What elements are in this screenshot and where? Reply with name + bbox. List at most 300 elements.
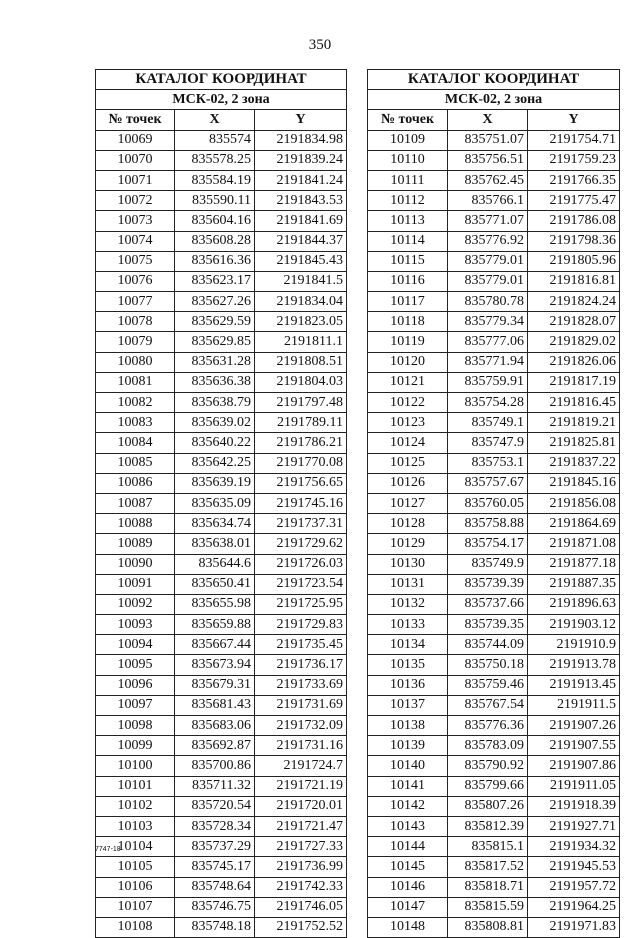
y-coordinate-cell: 2191798.36 [528,231,620,251]
x-coordinate-cell: 835631.28 [175,352,255,372]
y-coordinate-cell: 2191913.45 [528,675,620,695]
y-coordinate-cell: 2191903.12 [528,615,620,635]
x-coordinate-cell: 835638.01 [175,534,255,554]
point-number-cell: 10103 [96,816,175,836]
x-coordinate-cell: 835817.52 [448,857,528,877]
table-row [368,877,620,897]
y-coordinate-cell: 2191745.16 [255,493,347,513]
table-row [368,332,620,352]
table-row [368,695,620,715]
table-row [96,716,347,736]
table-row [368,352,620,372]
point-number-cell: 10145 [368,857,448,877]
table-row [368,271,620,291]
table-row [96,332,347,352]
point-number-cell: 10118 [368,312,448,332]
point-number-cell: 10084 [96,433,175,453]
y-coordinate-cell: 2191797.48 [255,393,347,413]
y-coordinate-cell: 2191770.08 [255,453,347,473]
coordinate-catalog-table-left [95,69,347,938]
y-coordinate-cell: 2191845.43 [255,251,347,271]
x-coordinate-cell: 835634.74 [175,514,255,534]
y-coordinate-cell: 2191907.55 [528,736,620,756]
x-coordinate-cell: 835779.34 [448,312,528,332]
table-row [368,372,620,392]
table-row [96,413,347,433]
table-row [368,655,620,675]
y-coordinate-cell: 2191828.07 [528,312,620,332]
x-coordinate-cell: 835771.07 [448,211,528,231]
point-number-cell: 10074 [96,231,175,251]
x-coordinate-cell: 835807.26 [448,796,528,816]
y-coordinate-cell: 2191736.17 [255,655,347,675]
point-number-cell: 10136 [368,675,448,695]
table-row [96,453,347,473]
page-number: 350 [308,37,332,53]
y-coordinate-cell: 2191742.33 [255,877,347,897]
table-row [96,191,347,211]
point-number-cell: 10120 [368,352,448,372]
table-row [96,393,347,413]
point-number-cell: 10131 [368,574,448,594]
y-coordinate-cell: 2191737.31 [255,514,347,534]
table-row [96,917,347,937]
y-coordinate-cell: 2191733.69 [255,675,347,695]
catalog-body [368,130,620,938]
x-coordinate-cell: 835644.6 [175,554,255,574]
table-row [368,312,620,332]
y-coordinate-cell: 2191845.16 [528,473,620,493]
table-row [368,574,620,594]
table-row [368,453,620,473]
table-row [368,211,620,231]
y-coordinate-cell: 2191731.69 [255,695,347,715]
point-number-cell: 10125 [368,453,448,473]
table-row [96,756,347,776]
table-row [368,130,620,150]
point-number-cell: 10124 [368,433,448,453]
table-row [368,433,620,453]
point-number-cell: 10109 [368,130,448,150]
y-coordinate-cell: 2191723.54 [255,574,347,594]
point-number-cell: 10098 [96,716,175,736]
y-coordinate-cell: 2191727.33 [255,837,347,857]
y-coordinate-cell: 2191726.03 [255,554,347,574]
y-coordinate-cell: 2191841.5 [255,271,347,291]
y-coordinate-cell: 2191816.81 [528,271,620,291]
point-number-cell: 10138 [368,716,448,736]
table-row [96,857,347,877]
point-number-cell: 10081 [96,372,175,392]
y-coordinate-cell: 2191844.37 [255,231,347,251]
table-row [368,736,620,756]
x-coordinate-cell: 835790.92 [448,756,528,776]
y-coordinate-cell: 2191841.24 [255,170,347,190]
point-number-cell: 10101 [96,776,175,796]
x-coordinate-cell: 835766.1 [448,191,528,211]
table-row [368,837,620,857]
x-coordinate-cell: 835673.94 [175,655,255,675]
y-coordinate-cell: 2191964.25 [528,897,620,917]
point-number-cell: 10146 [368,877,448,897]
x-coordinate-cell: 835700.86 [175,756,255,776]
y-coordinate-cell: 2191856.08 [528,493,620,513]
x-coordinate-cell: 835750.18 [448,655,528,675]
point-number-cell: 10128 [368,514,448,534]
table-row [368,635,620,655]
x-coordinate-cell: 835604.16 [175,211,255,231]
table-row [96,433,347,453]
y-coordinate-cell: 2191829.02 [528,332,620,352]
point-number-cell: 10130 [368,554,448,574]
y-coordinate-cell: 2191927.71 [528,816,620,836]
point-number-cell: 10122 [368,393,448,413]
y-coordinate-cell: 2191871.08 [528,534,620,554]
y-coordinate-cell: 2191841.69 [255,211,347,231]
table-row [368,150,620,170]
y-coordinate-cell: 2191766.35 [528,170,620,190]
y-coordinate-cell: 2191934.32 [528,837,620,857]
y-coordinate-cell: 2191907.26 [528,716,620,736]
point-number-cell: 10089 [96,534,175,554]
table-row [96,292,347,312]
x-coordinate-cell: 835748.18 [175,917,255,937]
y-coordinate-cell: 2191754.71 [528,130,620,150]
point-number-cell: 10097 [96,695,175,715]
point-number-cell: 10069 [96,130,175,150]
x-coordinate-cell: 835759.91 [448,372,528,392]
y-coordinate-cell: 2191721.19 [255,776,347,796]
y-coordinate-cell: 2191729.83 [255,615,347,635]
x-coordinate-cell: 835692.87 [175,736,255,756]
point-number-cell: 10111 [368,170,448,190]
point-number-cell: 10141 [368,776,448,796]
point-number-cell: 10134 [368,635,448,655]
y-coordinate-cell: 2191731.16 [255,736,347,756]
y-coordinate-cell: 2191805.96 [528,251,620,271]
point-number-cell: 10102 [96,796,175,816]
point-number-cell: 10143 [368,816,448,836]
x-coordinate-cell: 835756.51 [448,150,528,170]
table-row [368,413,620,433]
y-coordinate-cell: 2191724.7 [255,756,347,776]
x-coordinate-cell: 835679.31 [175,675,255,695]
point-number-cell: 10092 [96,594,175,614]
point-number-cell: 10108 [96,917,175,937]
point-number-cell: 10093 [96,615,175,635]
table-row [368,514,620,534]
point-number-cell: 10086 [96,473,175,493]
y-coordinate-cell: 2191834.98 [255,130,347,150]
table-row [96,534,347,554]
x-coordinate-cell: 835779.01 [448,251,528,271]
x-coordinate-cell: 835776.36 [448,716,528,736]
point-number-cell: 10078 [96,312,175,332]
point-number-cell: 10096 [96,675,175,695]
x-coordinate-cell: 835815.59 [448,897,528,917]
x-coordinate-cell: 835584.19 [175,170,255,190]
x-coordinate-cell: 835590.11 [175,191,255,211]
table-row [368,170,620,190]
y-coordinate-cell: 2191825.81 [528,433,620,453]
table-row [96,675,347,695]
y-coordinate-cell: 2191725.95 [255,594,347,614]
y-coordinate-cell: 2191729.62 [255,534,347,554]
table-row [96,473,347,493]
point-number-cell: 10106 [96,877,175,897]
x-coordinate-cell: 835754.28 [448,393,528,413]
point-number-cell: 10114 [368,231,448,251]
catalog-body [96,130,347,938]
y-coordinate-cell: 2191907.86 [528,756,620,776]
x-coordinate-cell: 835574 [175,130,255,150]
x-coordinate-cell: 835751.07 [448,130,528,150]
x-coordinate-cell: 835639.02 [175,413,255,433]
x-coordinate-cell: 835650.41 [175,574,255,594]
table-row [368,897,620,917]
point-number-cell: 10099 [96,736,175,756]
table-row [96,897,347,917]
point-number-cell: 10110 [368,150,448,170]
x-coordinate-cell: 835681.43 [175,695,255,715]
x-coordinate-cell: 835754.17 [448,534,528,554]
x-coordinate-cell: 835759.46 [448,675,528,695]
point-number-cell: 10072 [96,191,175,211]
point-number-cell: 10119 [368,332,448,352]
point-number-cell: 10142 [368,796,448,816]
x-coordinate-cell: 835629.85 [175,332,255,352]
table-row [368,716,620,736]
column-header-x: X [175,110,255,130]
x-coordinate-cell: 835711.32 [175,776,255,796]
y-coordinate-cell: 2191732.09 [255,716,347,736]
x-coordinate-cell: 835623.17 [175,271,255,291]
y-coordinate-cell: 2191721.47 [255,816,347,836]
y-coordinate-cell: 2191808.51 [255,352,347,372]
table-row [96,372,347,392]
table-row [96,312,347,332]
catalog-subtitle: МСК-02, 2 зона [368,90,620,110]
table-row [96,514,347,534]
table-row [368,857,620,877]
x-coordinate-cell: 835815.1 [448,837,528,857]
table-row [368,231,620,251]
table-row [96,251,347,271]
x-coordinate-cell: 835777.06 [448,332,528,352]
catalog-subtitle: МСК-02, 2 зона [96,90,347,110]
point-number-cell: 10073 [96,211,175,231]
y-coordinate-cell: 2191823.05 [255,312,347,332]
y-coordinate-cell: 2191752.52 [255,917,347,937]
x-coordinate-cell: 835636.38 [175,372,255,392]
y-coordinate-cell: 2191786.21 [255,433,347,453]
table-row [96,493,347,513]
y-coordinate-cell: 2191817.19 [528,372,620,392]
table-row [368,917,620,937]
table-row [368,534,620,554]
column-header-y: Y [255,110,347,130]
point-number-cell: 10117 [368,292,448,312]
point-number-cell: 10116 [368,271,448,291]
point-number-cell: 10121 [368,372,448,392]
column-header-x: X [448,110,528,130]
y-coordinate-cell: 2191877.18 [528,554,620,574]
y-coordinate-cell: 2191910.9 [528,635,620,655]
x-coordinate-cell: 835757.67 [448,473,528,493]
table-row [96,615,347,635]
table-row [96,271,347,291]
table-row [368,615,620,635]
x-coordinate-cell: 835739.35 [448,615,528,635]
table-row [368,594,620,614]
x-coordinate-cell: 835760.05 [448,493,528,513]
point-number-cell: 10137 [368,695,448,715]
x-coordinate-cell: 835638.79 [175,393,255,413]
x-coordinate-cell: 835771.94 [448,352,528,372]
table-row [368,251,620,271]
y-coordinate-cell: 2191819.21 [528,413,620,433]
x-coordinate-cell: 835753.1 [448,453,528,473]
y-coordinate-cell: 2191918.39 [528,796,620,816]
point-number-cell: 10126 [368,473,448,493]
y-coordinate-cell: 2191834.04 [255,292,347,312]
point-number-cell: 10094 [96,635,175,655]
x-coordinate-cell: 835749.9 [448,554,528,574]
coordinate-catalog-table-right [367,69,620,938]
x-coordinate-cell: 835745.17 [175,857,255,877]
x-coordinate-cell: 835737.29 [175,837,255,857]
table-row [96,574,347,594]
column-header-y: Y [528,110,620,130]
x-coordinate-cell: 835683.06 [175,716,255,736]
y-coordinate-cell: 2191887.35 [528,574,620,594]
x-coordinate-cell: 835642.25 [175,453,255,473]
table-row [96,816,347,836]
table-row [96,554,347,574]
point-number-cell: 10140 [368,756,448,776]
x-coordinate-cell: 835635.09 [175,493,255,513]
point-number-cell: 10071 [96,170,175,190]
y-coordinate-cell: 2191826.06 [528,352,620,372]
point-number-cell: 10087 [96,493,175,513]
point-number-cell: 10147 [368,897,448,917]
point-number-cell: 10107 [96,897,175,917]
x-coordinate-cell: 835783.09 [448,736,528,756]
x-coordinate-cell: 835767.54 [448,695,528,715]
table-row [96,877,347,897]
point-number-cell: 10076 [96,271,175,291]
point-number-cell: 10070 [96,150,175,170]
x-coordinate-cell: 835818.71 [448,877,528,897]
y-coordinate-cell: 2191843.53 [255,191,347,211]
point-number-cell: 10144 [368,837,448,857]
y-coordinate-cell: 2191804.03 [255,372,347,392]
table-row [96,170,347,190]
x-coordinate-cell: 835744.09 [448,635,528,655]
x-coordinate-cell: 835746.75 [175,897,255,917]
point-number-cell: 10148 [368,917,448,937]
table-row [368,473,620,493]
point-number-cell: 10079 [96,332,175,352]
table-row [368,292,620,312]
table-row [368,393,620,413]
x-coordinate-cell: 835776.92 [448,231,528,251]
point-number-cell: 10112 [368,191,448,211]
y-coordinate-cell: 2191945.53 [528,857,620,877]
x-coordinate-cell: 835737.66 [448,594,528,614]
x-coordinate-cell: 835799.66 [448,776,528,796]
table-row [96,635,347,655]
point-number-cell: 10083 [96,413,175,433]
x-coordinate-cell: 835629.59 [175,312,255,332]
y-coordinate-cell: 2191746.05 [255,897,347,917]
point-number-cell: 10135 [368,655,448,675]
y-coordinate-cell: 2191816.45 [528,393,620,413]
table-row [368,776,620,796]
x-coordinate-cell: 835749.1 [448,413,528,433]
y-coordinate-cell: 2191735.45 [255,635,347,655]
y-coordinate-cell: 2191971.83 [528,917,620,937]
x-coordinate-cell: 835748.64 [175,877,255,897]
y-coordinate-cell: 2191911.05 [528,776,620,796]
table-row [368,816,620,836]
table-row [368,756,620,776]
x-coordinate-cell: 835812.39 [448,816,528,836]
point-number-cell: 10080 [96,352,175,372]
y-coordinate-cell: 2191720.01 [255,796,347,816]
point-number-cell: 10139 [368,736,448,756]
table-row [96,796,347,816]
x-coordinate-cell: 835728.34 [175,816,255,836]
x-coordinate-cell: 835627.26 [175,292,255,312]
point-number-cell: 10113 [368,211,448,231]
y-coordinate-cell: 2191957.72 [528,877,620,897]
point-number-cell: 10082 [96,393,175,413]
table-row [368,191,620,211]
point-number-cell: 10090 [96,554,175,574]
catalog-title: КАТАЛОГ КООРДИНАТ [368,70,620,90]
table-row [368,675,620,695]
x-coordinate-cell: 835608.28 [175,231,255,251]
x-coordinate-cell: 835616.36 [175,251,255,271]
table-row [96,655,347,675]
document-code: 7747-18 [95,846,121,853]
y-coordinate-cell: 2191759.23 [528,150,620,170]
table-row [368,493,620,513]
table-row [96,352,347,372]
table-row [96,736,347,756]
y-coordinate-cell: 2191736.99 [255,857,347,877]
x-coordinate-cell: 835747.9 [448,433,528,453]
table-row [96,837,347,857]
table-row [96,211,347,231]
point-number-cell: 10105 [96,857,175,877]
x-coordinate-cell: 835640.22 [175,433,255,453]
y-coordinate-cell: 2191756.65 [255,473,347,493]
y-coordinate-cell: 2191864.69 [528,514,620,534]
point-number-cell: 10085 [96,453,175,473]
column-header-point-number: № точек [96,110,175,130]
y-coordinate-cell: 2191824.24 [528,292,620,312]
point-number-cell: 10095 [96,655,175,675]
x-coordinate-cell: 835808.81 [448,917,528,937]
point-number-cell: 10104 [96,837,175,857]
table-row [96,130,347,150]
point-number-cell: 10088 [96,514,175,534]
catalog-title: КАТАЛОГ КООРДИНАТ [96,70,347,90]
table-row [96,231,347,251]
table-row [96,594,347,614]
